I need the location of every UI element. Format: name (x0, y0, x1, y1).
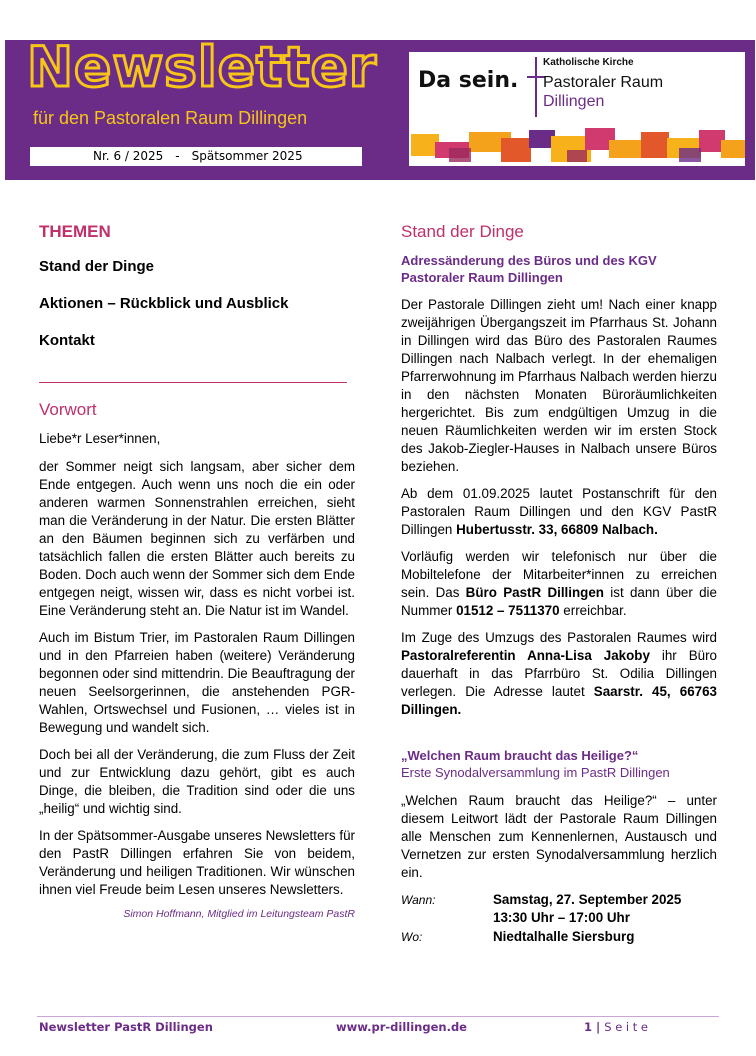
toc-item-stand: Stand der Dinge (39, 258, 155, 275)
logo-pastoraler-raum (409, 52, 745, 166)
office-name: Büro PastR Dillingen (465, 585, 604, 600)
footer-divider (37, 1016, 719, 1017)
toc-item-aktionen: Aktionen – Rückblick und Ausblick (39, 295, 289, 312)
status-text: Im Zuge des Umzugs des Pastoralen Raumes wird (401, 630, 717, 645)
logo-slogan: Da sein. (418, 68, 519, 93)
issue-number: Nr. 6 / 2025 (93, 149, 164, 163)
footer-website-link[interactable]: www.pr-dillingen.de (336, 1020, 467, 1034)
status-text: Vorläufig werden wir telefonisch nur über die Mobiltelefone der Mitarbeiter*innen zu erreichen sein. Das (401, 549, 717, 600)
status-subheading: Adressänderung des Büros und des KGV Pastoraler Raum Dillingen (401, 253, 657, 285)
status-paragraph (401, 629, 717, 719)
status-paragraph: Der Pastorale Dillingen zieht um! Nach einer knapp zweijährigen Übergangszeit im Pfarrhaus St. Johann in Dillingen wird das Büro des Pastoralen Raumes Dillingen nach Nalbach verlegt. In der ehemaligen Pfarrerwohnung im Pfarrhaus Nalbach werden hierzu in den nächsten Monaten Büroräumlichkeiten hergerichtet. Bis zum endgültigen Umzug in die neuen Räumlichkeiten werden wir im ersten Stock des Jakob-Ziegler-Hauses in Nalbach unsere Büros beziehen. (401, 297, 717, 474)
right-column (401, 222, 717, 946)
issue-separator: - (175, 149, 180, 163)
cross-icon (535, 57, 537, 117)
status-paragraph (401, 485, 717, 539)
event-when (401, 891, 717, 927)
postal-address: Hubertusstr. 33, 66809 Nalbach. (456, 522, 658, 537)
status-paragraph (401, 548, 717, 620)
status-text: ist dann über die Nummer (401, 585, 717, 618)
footer-newsletter-name: Newsletter PastR Dillingen (39, 1020, 213, 1034)
issue-season: Spätsommer 2025 (191, 149, 303, 163)
event-title: „Welchen Raum braucht das Heilige?“ (401, 748, 639, 763)
where-label: Wo: (401, 930, 423, 944)
foreword-paragraph: Auch im Bistum Trier, im Pastoralen Raum Dillingen und in den Pfarreien haben (weitere) Veränderung begonnen oder sind mittendrin. Die Beauftragung der neuen Seelsorgerinnen, die anstehenden PGR-Wahlen, Ortswechsel und Fusionen, … vieles ist in Bewegung und wandelt sich. (39, 630, 355, 735)
toc-divider (39, 382, 347, 383)
issue-info (30, 147, 362, 166)
footer-page-number (584, 1020, 648, 1034)
status-text: Ab dem 01.09.2025 lautet Postanschrift für den Pastoralen Raum Dillingen und den KGV PastR Dillingen (401, 486, 717, 537)
toc-heading: THEMEN (39, 222, 111, 241)
when-label: Wann: (401, 893, 436, 907)
logo-org-top: Katholische Kirche (543, 57, 634, 68)
logo-org-name: Pastoraler Raum (543, 74, 664, 91)
toc-item-kontakt: Kontakt (39, 332, 95, 349)
event-time: 13:30 Uhr – 17:00 Uhr (493, 910, 630, 925)
foreword-greeting: Liebe*r Leser*innen, (39, 431, 161, 446)
event-date: Samstag, 27. September 2025 (493, 892, 682, 907)
foreword-paragraph: Doch bei all der Veränderung, die zum Fluss der Zeit und zur Entwicklung dazu gehört, gibt es auch Dinge, die bleiben, die Tradition sind oder die uns „heilig“ und wichtig sind. (39, 747, 355, 816)
office-phone: 01512 – 7511370 (456, 603, 560, 618)
status-text: erreichbar. (559, 603, 627, 618)
page-label: S e i t e (604, 1020, 649, 1034)
page-number: 1 (584, 1020, 593, 1034)
left-column (39, 222, 355, 920)
status-heading: Stand der Dinge (401, 222, 524, 241)
foreword-signature: Simon Hoffmann, Mitglied im Leitungsteam PastR (123, 908, 355, 920)
page-separator: | (592, 1020, 605, 1034)
office-address: Saarstr. 45, 66763 Dillingen. (401, 684, 717, 717)
person-name: Pastoralreferentin Anna-Lisa Jakoby (401, 648, 650, 663)
foreword-paragraph: der Sommer neigt sich langsam, aber sicher dem Ende entgegen. Auch wenn uns noch die ein oder anderen warmen Sonnenstrahlen erreichen, sieht man die Veränderung in der Natur. Die ersten Blätter an den Bäumen beginnen sich zu verfärben und tatsächlich fallen die ersten Blätter auch bereits zu Boden. Doch auch wenn der Sommer sich dem Ende entgegen neigt, wissen wir, dass es nicht vorbei ist. Eine Veränderung steht an. Die Natur ist im Wandel. (39, 459, 355, 618)
status-text: ihr Büro dauerhaft in das Pfarrbüro St. Odilia Dillingen verlegen. Die Adresse lautet (401, 648, 717, 699)
event-where (401, 928, 717, 946)
newsletter-title: Newsletter (27, 35, 378, 99)
event-subtitle: Erste Synodalversammlung im PastR Dillingen (401, 765, 670, 780)
newsletter-subtitle: für den Pastoralen Raum Dillingen (33, 108, 308, 128)
event-location: Niedtalhalle Siersburg (493, 929, 635, 944)
foreword-paragraph: In der Spätsommer-Ausgabe unseres Newsletters für den PastR Dillingen erfahren Sie von beidem, Veränderung und heiligen Traditionen. Wir wünschen ihnen viel Freude beim Lesen unseres Newsletters. (39, 828, 355, 897)
foreword-heading: Vorwort (39, 400, 97, 419)
logo-org-city: Dillingen (543, 93, 605, 110)
event-text: „Welchen Raum braucht das Heilige?“ – unter diesem Leitwort lädt der Pastorale Raum Dillingen alle Menschen zum Kennenlernen, Austausch und Vernetzen zur ersten Synodalversammlung herzlich ein. (401, 793, 717, 880)
